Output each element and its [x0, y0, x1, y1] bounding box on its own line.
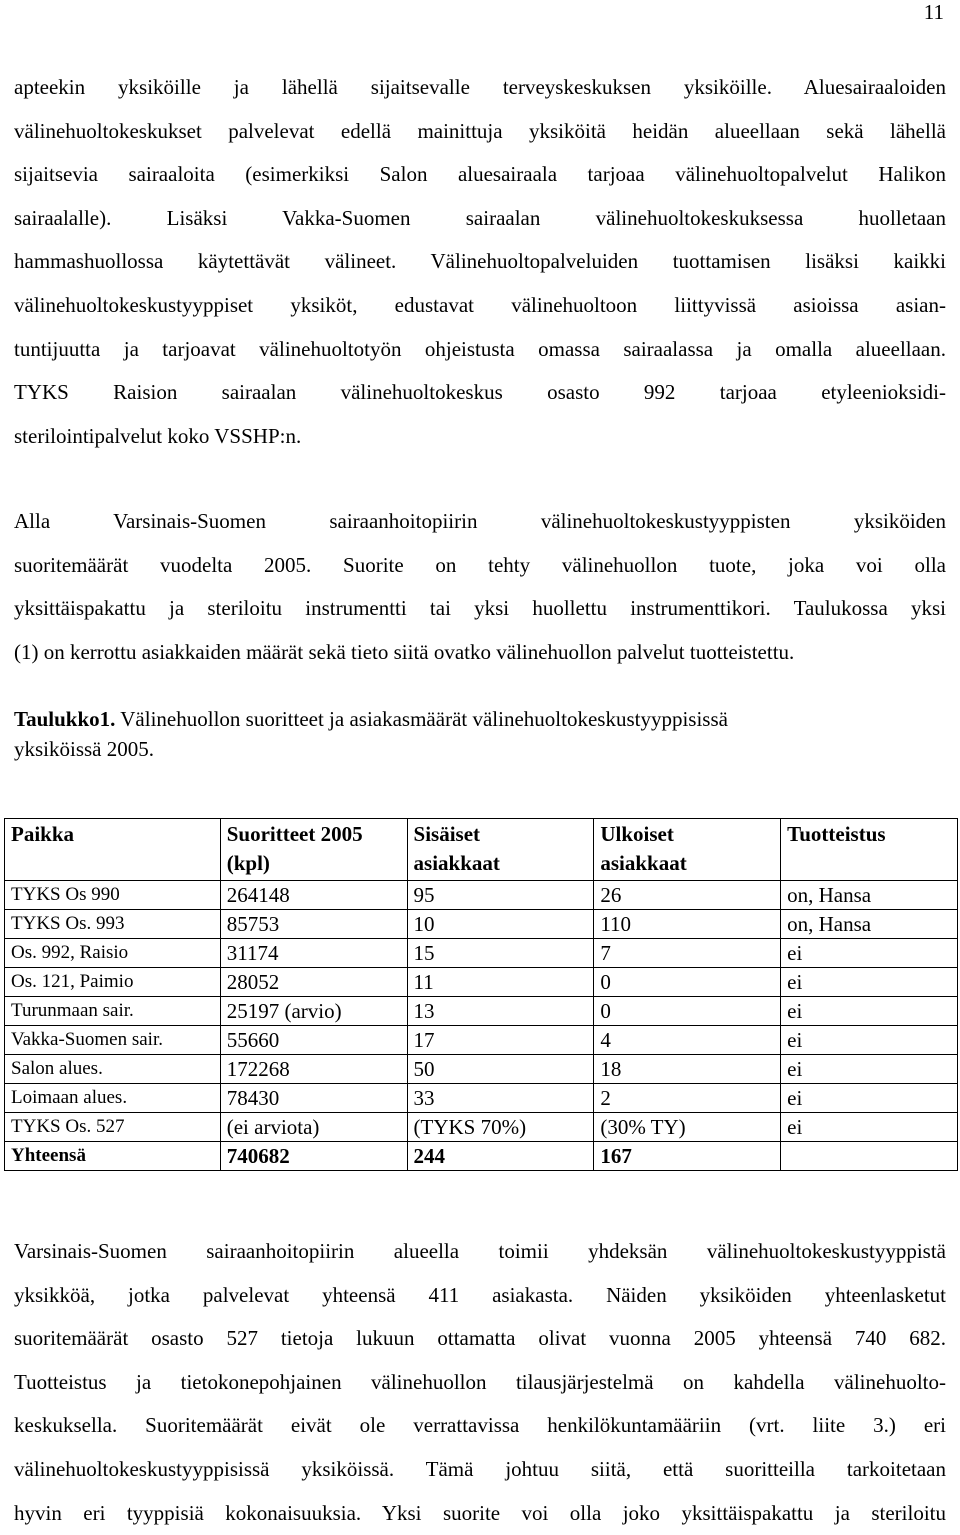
- header-text: Ulkoiset: [600, 822, 674, 846]
- total-cell: Yhteensä: [5, 1142, 221, 1171]
- table-cell: ei: [781, 939, 958, 968]
- header-text: asiakkaat: [413, 851, 500, 875]
- table-cell: TYKS Os 990: [5, 881, 221, 910]
- table-cell: Vakka-Suomen sair.: [5, 1026, 221, 1055]
- text-line: yksittäispakattu ja steriloitu instrumentti tai yksi huollettu instrumenttikori. Taulukossa yksi: [14, 596, 946, 621]
- table-cell: Turunmaan sair.: [5, 997, 221, 1026]
- text-line: TYKS Raision sairaalan välinehuoltokeskus osasto 992 tarjoaa etyleenioksidi-: [14, 380, 946, 405]
- text-line: Tuotteistus ja tietokonepohjainen välinehuollon tilausjärjestelmä on kahdella välinehuolto-: [14, 1369, 946, 1394]
- table-cell: 26: [594, 881, 781, 910]
- table-row: [5, 881, 958, 910]
- header-text: Tuotteistus: [787, 822, 886, 846]
- table-cell: 13: [407, 997, 594, 1026]
- table-cell: (ei arviota): [220, 1113, 407, 1142]
- table-cell: 95: [407, 881, 594, 910]
- text-line: Alla Varsinais-Suomen sairaanhoitopiirin välinehuoltokeskustyyppisten yksiköiden: [14, 509, 946, 533]
- table-row: [5, 1084, 958, 1113]
- table-row: [5, 997, 958, 1026]
- table-cell: TYKS Os. 993: [5, 910, 221, 939]
- text-line: sairaalalle). Lisäksi Vakka-Suomen sairaalan välinehuoltokeskuksessa huolletaan: [14, 205, 946, 230]
- table-cell: 17: [407, 1026, 594, 1055]
- text-line: yksikköä, jotka palvelevat yhteensä 411 asiakasta. Näiden yksiköiden yhteenlasketut: [14, 1282, 946, 1307]
- table-cell: 33: [407, 1084, 594, 1113]
- table-cell: on, Hansa: [781, 910, 958, 939]
- text-line: välinehuoltokeskustyyppisissä yksiköissä. Tämä johtuu siitä, että suoritteilla tarkoitetaan: [14, 1456, 946, 1481]
- table-cell: 7: [594, 939, 781, 968]
- text-line: sijaitsevia sairaaloita (esimerkiksi Salon aluesairaala tarjoaa välinehuoltopalvelut Halikon: [14, 162, 946, 187]
- data-table: [4, 818, 958, 1171]
- text-line: välinehuoltokeskukset palvelevat edellä mainittuja yksiköitä heidän alueellaan sekä lähellä: [14, 118, 946, 143]
- table-cell: on, Hansa: [781, 881, 958, 910]
- table-cell: 55660: [220, 1026, 407, 1055]
- total-cell: [781, 1142, 958, 1171]
- total-cell: 167: [594, 1142, 781, 1171]
- table-cell: 2: [594, 1084, 781, 1113]
- table-cell: 78430: [220, 1084, 407, 1113]
- table-cell: ei: [781, 1026, 958, 1055]
- table-cell: 11: [407, 968, 594, 997]
- table-cell: 110: [594, 910, 781, 939]
- table-cell: 28052: [220, 968, 407, 997]
- text-line: Varsinais-Suomen sairaanhoitopiirin alueella toimii yhdeksän välinehuoltokeskustyyppistä: [14, 1239, 946, 1263]
- paragraph-summary: [14, 1230, 946, 1535]
- text-line: apteekin yksiköille ja lähellä sijaitsevalle terveyskeskuksen yksiköille. Aluesairaaloiden: [14, 75, 946, 99]
- text-line: keskuksella. Suoritemäärät eivät ole verrattavissa henkilökuntamääriin (vrt. liite 3.) eri: [14, 1413, 946, 1438]
- header-cell: [594, 819, 781, 881]
- table-cell: ei: [781, 1113, 958, 1142]
- text-line: sterilointipalvelut koko VSSHP:n.: [14, 423, 302, 448]
- caption-label: Taulukko1.: [14, 707, 116, 731]
- total-cell: 740682: [220, 1142, 407, 1171]
- page-number: 11: [923, 0, 944, 24]
- header-cell: [407, 819, 594, 881]
- table-cell: ei: [781, 997, 958, 1026]
- text-line: suoritemäärät osasto 527 tietoja lukuun ottamatta olivat vuonna 2005 yhteensä 740 682.: [14, 1326, 946, 1351]
- table-cell: ei: [781, 1084, 958, 1113]
- table-cell: Os. 121, Paimio: [5, 968, 221, 997]
- text-line: tuntijuutta ja tarjoavat välinehuoltotyön ohjeistusta omassa sairaalassa ja omalla alueellaan.: [14, 336, 946, 361]
- table-cell: 50: [407, 1055, 594, 1084]
- table-row: [5, 1113, 958, 1142]
- header-text: Suoritteet 2005: [226, 822, 363, 846]
- header-cell: [220, 819, 407, 881]
- table-cell: 172268: [220, 1055, 407, 1084]
- table-cell: 4: [594, 1026, 781, 1055]
- table-cell: 15: [407, 939, 594, 968]
- table-header-row: [5, 819, 958, 881]
- table-row: [5, 968, 958, 997]
- table-caption: [14, 704, 946, 764]
- table-cell: Loimaan alues.: [5, 1084, 221, 1113]
- table-cell: 85753: [220, 910, 407, 939]
- paragraph-intro: [14, 66, 946, 458]
- table-cell: 18: [594, 1055, 781, 1084]
- header-text: (kpl): [226, 851, 270, 875]
- table-row: [5, 939, 958, 968]
- table-total-row: [5, 1142, 958, 1171]
- table-cell: 10: [407, 910, 594, 939]
- table-cell: Salon alues.: [5, 1055, 221, 1084]
- table-cell: 31174: [220, 939, 407, 968]
- total-cell: 244: [407, 1142, 594, 1171]
- table-cell: ei: [781, 968, 958, 997]
- table-cell: (30% TY): [594, 1113, 781, 1142]
- table-cell: ei: [781, 1055, 958, 1084]
- header-text: Paikka: [11, 822, 75, 846]
- text-line: hyvin eri tyyppisiä kokonaisuuksia. Yksi suorite voi olla joko yksittäispakattu ja steriloitu: [14, 1500, 946, 1525]
- text-line: välinehuoltokeskustyyppiset yksiköt, edustavat välinehuoltoon liittyvissä asioissa asian-: [14, 292, 946, 317]
- header-cell: [781, 819, 958, 881]
- table-cell: (TYKS 70%): [407, 1113, 594, 1142]
- table-row: [5, 1026, 958, 1055]
- paragraph-table-intro: [14, 500, 946, 674]
- header-text: Sisäiset: [413, 822, 481, 846]
- table-row: [5, 1055, 958, 1084]
- table-cell: TYKS Os. 527: [5, 1113, 221, 1142]
- text-line: hammashuollossa käytettävät välineet. Välinehuoltopalveluiden tuottamisen lisäksi kaikki: [14, 249, 946, 274]
- table-cell: Os. 992, Raisio: [5, 939, 221, 968]
- caption-line: [14, 704, 946, 734]
- header-text: asiakkaat: [600, 851, 687, 875]
- table-cell: 0: [594, 997, 781, 1026]
- caption-text: Välinehuollon suoritteet ja asiakasmäärät välinehuoltokeskustyyppisissä: [115, 707, 728, 731]
- table-row: [5, 910, 958, 939]
- table-cell: 264148: [220, 881, 407, 910]
- table-cell: 25197 (arvio): [220, 997, 407, 1026]
- header-cell: [5, 819, 221, 881]
- table-cell: 0: [594, 968, 781, 997]
- text-line: suoritemäärät vuodelta 2005. Suorite on tehty välinehuollon tuote, joka voi olla: [14, 552, 946, 577]
- caption-line: yksiköissä 2005.: [14, 737, 155, 761]
- text-line: (1) on kerrottu asiakkaiden määrät sekä tieto siitä ovatko välinehuollon palvelut tuotteistettu.: [14, 639, 795, 664]
